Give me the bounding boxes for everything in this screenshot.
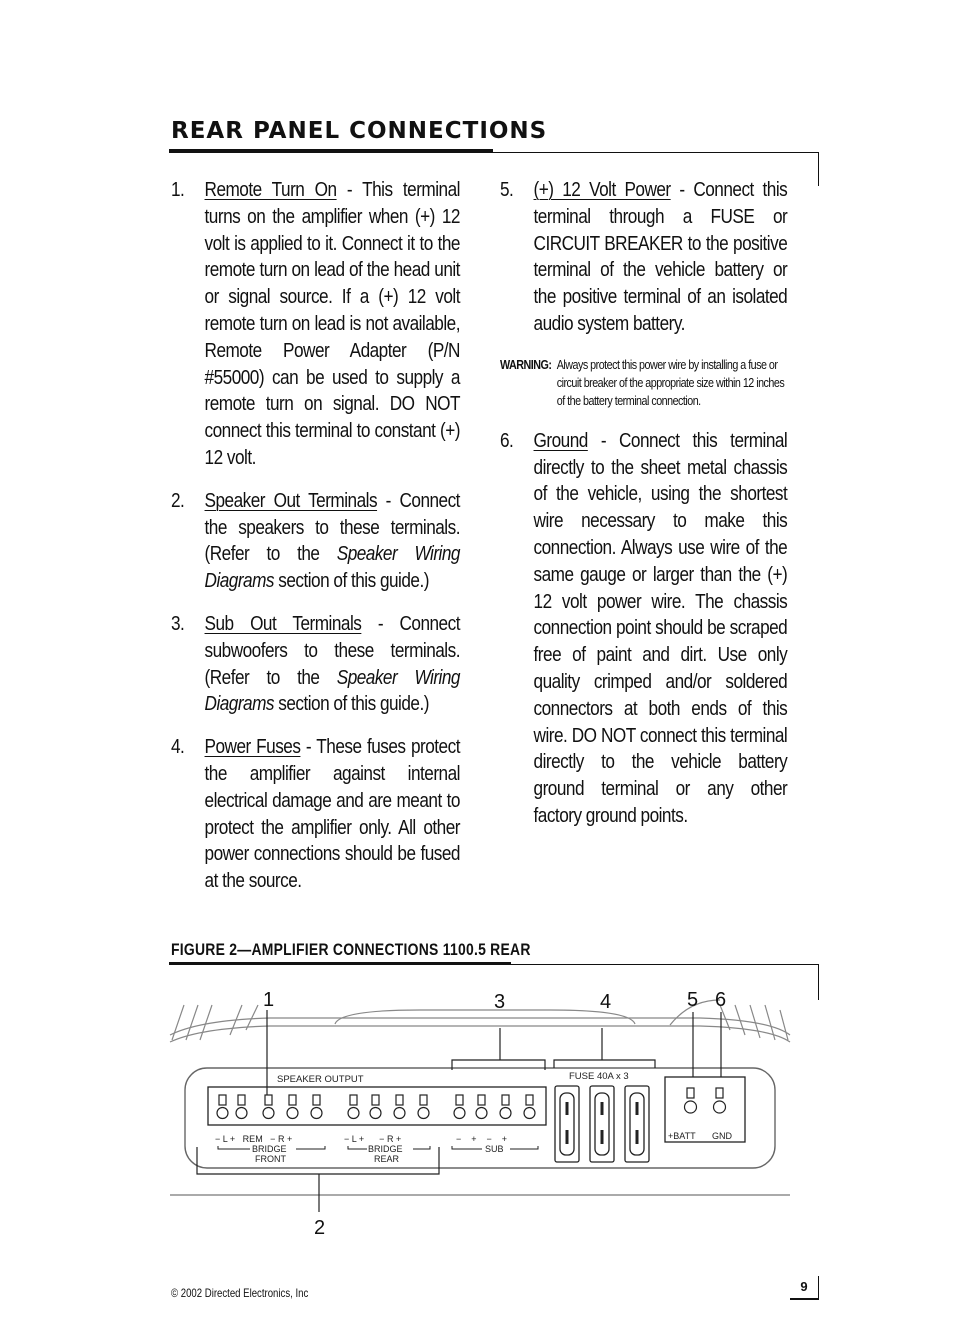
callout-6: 6	[715, 989, 727, 1011]
warning-note: WARNING: Always protect this power wire by installing a fuse or circuit breaker of the appropriate size within 12 inches of the battery terminal connection.	[500, 357, 785, 408]
list-item: 2. Speaker Out Terminals - Connect the speakers to these terminals. (Refer to the Speaker Wiring Diagrams section of this guide.)	[171, 489, 460, 593]
terminal-screws	[217, 1095, 535, 1119]
list-item: 6. Ground - Connect this terminal directly to the sheet metal chassis of the vehicle, using the shortest wire necessary to make this connection. Always use wire of the same gauge or larger than the (+) 12 volt power wire. The chassis connection point should be scraped free of paint and dirt. Use only quality crimped and/or soldered connectors at both ends of this wire. DO NOT connect this terminal directly to the vehicle battery ground terminal or any other factory ground points.	[500, 429, 788, 827]
term-speaker-out: Speaker Out Terminals	[204, 489, 378, 512]
gnd-label: GND	[712, 1131, 732, 1141]
callout-5: 5	[687, 989, 699, 1011]
list-item: 1. Remote Turn On - This terminal turns on the amplifier when (+) 12 volt is applied to it. Connect it to the remote turn on lead of the head unit or signal source. If a (+) 12 volt remote turn on lead is not available, Remote Power Adapter (P/N #55000) can be used to supply a remote turn on signal. DO NOT connect this terminal to constant (+) 12 volt.	[171, 179, 460, 469]
callout-2: 2	[314, 1217, 326, 1239]
front-polarity-label: − L + REM − R +	[215, 1134, 293, 1144]
bridge-front-label: BRIDGE	[252, 1144, 287, 1154]
title-rule-vert	[818, 152, 819, 186]
sub-polarity-label: − + − +	[456, 1134, 508, 1144]
left-column	[171, 177, 460, 911]
callout-1: 1	[263, 989, 275, 1011]
callout-3: 3	[494, 991, 506, 1013]
title-rule	[169, 149, 493, 153]
copyright: © 2002 Directed Electronics, Inc	[171, 1286, 309, 1300]
page-title: REAR PANEL CONNECTIONS	[171, 118, 548, 144]
fuse-block	[555, 1086, 649, 1162]
term-ground: Ground	[533, 429, 588, 452]
callout-lines	[197, 1010, 721, 1212]
term-remote-turn-on: Remote Turn On	[204, 179, 337, 201]
fuse-label: FUSE 40A x 3	[569, 1071, 629, 1082]
front-label: FRONT	[255, 1154, 286, 1164]
right-column	[500, 177, 787, 846]
amplifier-diagram	[160, 980, 810, 1250]
housing-outline	[170, 1000, 790, 1195]
callout-4: 4	[600, 991, 612, 1013]
title-rule-thin	[493, 152, 819, 153]
list-item: 4. Power Fuses - These fuses protect the amplifier against internal electrical damage and are meant to protect the amplifier only. All other power connections should be fused at the source.	[171, 736, 460, 893]
term-sub-out: Sub Out Terminals	[204, 612, 362, 635]
rear-polarity-label: − L + − R +	[344, 1134, 402, 1144]
page-number: 9	[790, 1276, 819, 1300]
list-item: 3. Sub Out Terminals - Connect subwoofers to these terminals. (Refer to the Speaker Wiring Diagrams section of this guide.)	[171, 612, 460, 716]
batt-label: +BATT	[668, 1131, 696, 1141]
sub-label: SUB	[485, 1144, 504, 1154]
speaker-output-label: SPEAKER OUTPUT	[277, 1074, 364, 1085]
list-item: 5. (+) 12 Volt Power - Connect this terminal through a FUSE or CIRCUIT BREAKER to the positive terminal of the vehicle battery or the positive terminal of an isolated audio system battery.	[500, 179, 788, 335]
figure-title: FIGURE 2—AMPLIFIER CONNECTIONS 1100.5 REAR	[171, 940, 531, 959]
speaker-terminal-block	[208, 1087, 546, 1125]
term-power-fuses: Power Fuses	[204, 736, 301, 759]
bridge-rear-label: BRIDGE	[368, 1144, 403, 1154]
figure-rule-thin	[511, 964, 819, 965]
rear-label: REAR	[374, 1154, 400, 1164]
term-12v-power: (+) 12 Volt Power	[533, 179, 671, 201]
figure-rule	[169, 962, 511, 965]
figure-rule-vert	[818, 964, 819, 1000]
